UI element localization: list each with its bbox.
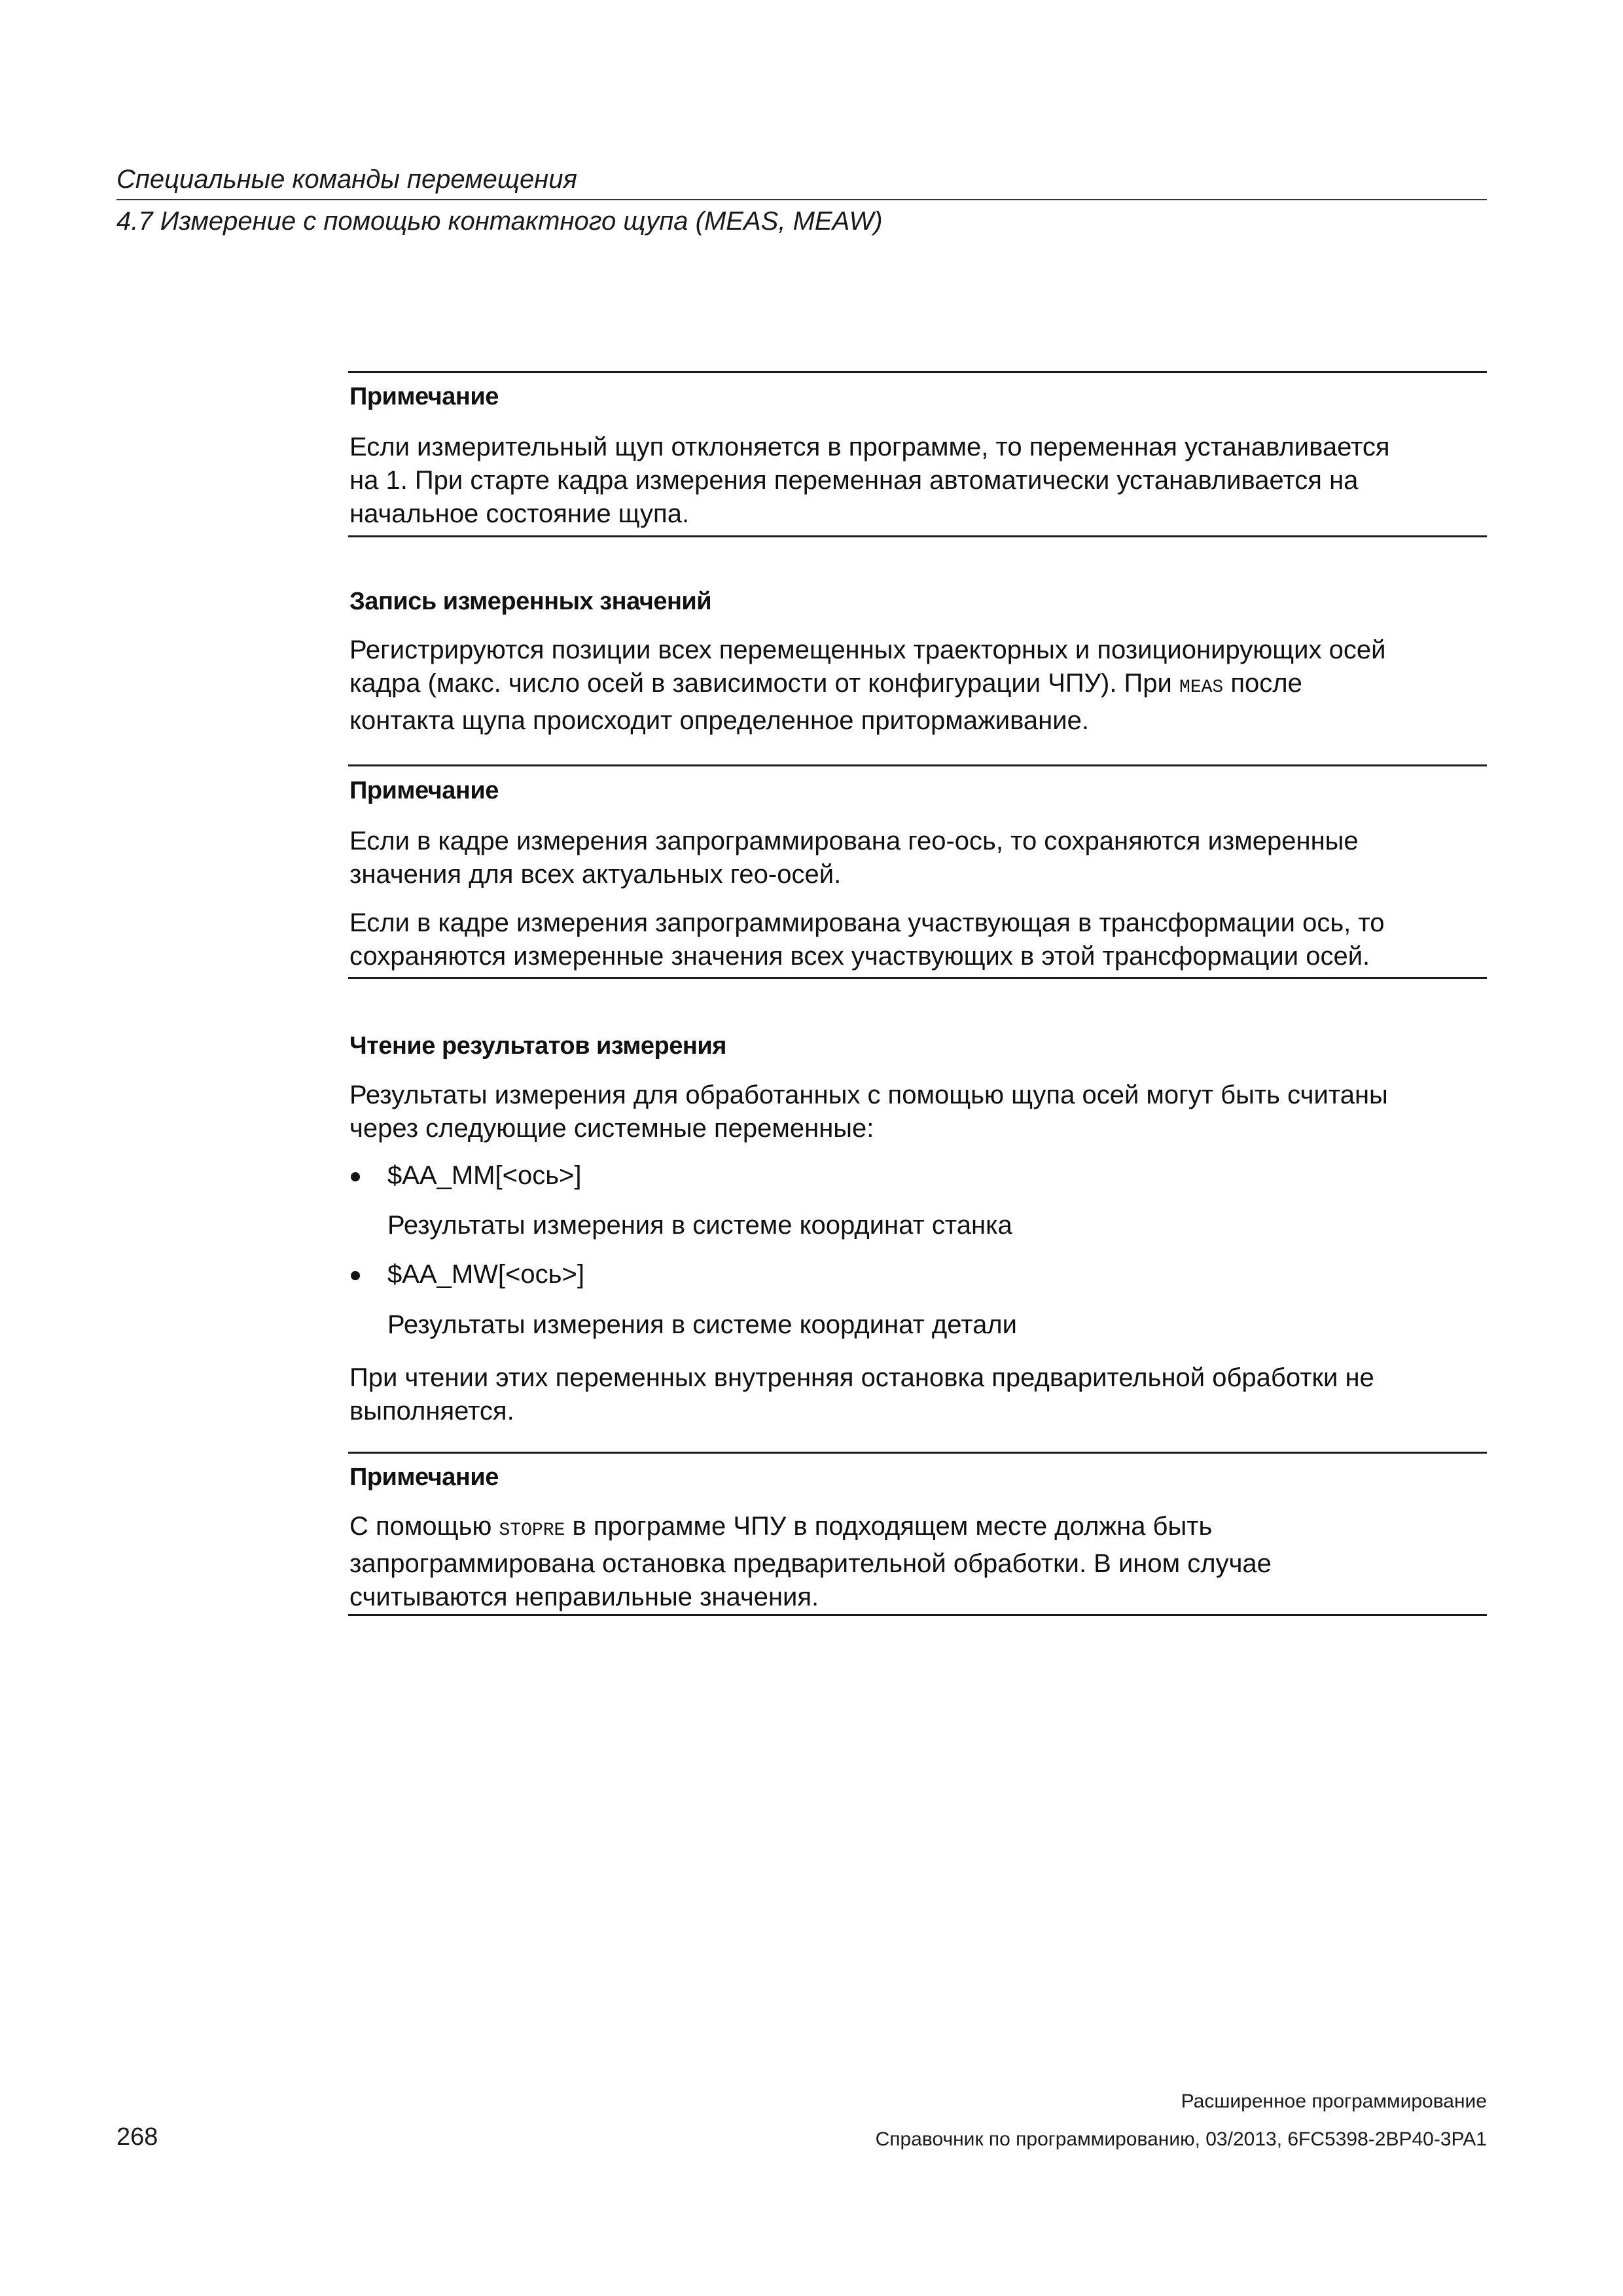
note1-line: на 1. При старте кадра измерения переменная автоматически устанавливается на xyxy=(349,466,1359,495)
section-record-text xyxy=(349,634,1501,738)
section-read-line: через следующие системные переменные: xyxy=(349,1114,874,1143)
record-line2-tail: после xyxy=(1223,669,1302,698)
page-number: 268 xyxy=(116,2123,158,2151)
note3-line: запрограммирована остановка предварительной обработки. В ином случае xyxy=(349,1549,1272,1578)
note3-title: Примечание xyxy=(349,1463,499,1491)
note3-line1-text: С помощью xyxy=(349,1512,499,1541)
note3-top-rule xyxy=(348,1452,1487,1454)
variable-aa-mw: $AA_MW[<ось>] xyxy=(387,1260,584,1289)
bullet-icon xyxy=(351,1172,360,1181)
footer-book-info: Справочник по программированию, 03/2013, 6FC5398-2BP40-3PA1 xyxy=(875,2128,1487,2150)
section-record-title: Запись измеренных значений xyxy=(349,588,712,615)
code-stopre: STOPRE xyxy=(499,1520,565,1541)
footer-book-title: Расширенное программирование xyxy=(1181,2090,1487,2112)
note3-bottom-rule xyxy=(348,1614,1487,1616)
variable-aa-mm: $AA_MM[<ось>] xyxy=(387,1161,582,1190)
note2-bottom-rule xyxy=(348,977,1487,979)
bullet-icon xyxy=(351,1271,360,1280)
note3-text xyxy=(349,1510,1501,1614)
note2-line: Если в кадре измерения запрограммирована участвующая в трансформации ось, то xyxy=(349,908,1385,937)
note1-text xyxy=(349,431,1501,531)
note2-line: сохраняются измеренные значения всех участвующих в этой трансформации осей. xyxy=(349,942,1370,971)
header-section: 4.7 Измерение с помощью контактного щупа (MEAS, MEAW) xyxy=(116,207,883,236)
record-line2-text: кадра (макс. число осей в зависимости от конфигурации ЧПУ). При xyxy=(349,669,1180,698)
note3-line: считываются неправильные значения. xyxy=(349,1583,819,1611)
section-read-line: выполняется. xyxy=(349,1397,514,1426)
section-read-title: Чтение результатов измерения xyxy=(349,1032,726,1060)
section-read-line: При чтении этих переменных внутренняя остановка предварительной обработки не xyxy=(349,1363,1374,1392)
section-record-line: Регистрируются позиции всех перемещенных траекторных и позиционирующих осей xyxy=(349,636,1386,664)
section-read-closing xyxy=(349,1361,1501,1428)
section-record-line xyxy=(349,667,1501,704)
note1-title: Примечание xyxy=(349,383,499,410)
header-chapter: Специальные команды перемещения xyxy=(116,165,577,194)
header-divider xyxy=(116,199,1487,200)
code-meas: MEAS xyxy=(1179,677,1224,698)
note2-title: Примечание xyxy=(349,777,499,804)
note3-line xyxy=(349,1510,1501,1547)
note1-line: Если измерительный щуп отклоняется в программе, то переменная устанавливается xyxy=(349,433,1390,461)
variable-aa-mw-description: Результаты измерения в системе координат детали xyxy=(387,1310,1017,1339)
note2-paragraph-1 xyxy=(349,825,1501,891)
note1-line: начальное состояние щупа. xyxy=(349,499,690,528)
section-read-line: Результаты измерения для обработанных с помощью щупа осей могут быть считаны xyxy=(349,1081,1388,1109)
note2-paragraph-2 xyxy=(349,906,1501,973)
section-record-line: контакта щупа происходит определенное притормаживание. xyxy=(349,706,1089,735)
note1-top-rule xyxy=(348,371,1487,373)
variable-aa-mm-description: Результаты измерения в системе координат станка xyxy=(387,1211,1012,1240)
section-read-intro xyxy=(349,1079,1501,1145)
note2-top-rule xyxy=(348,764,1487,766)
note3-line1-tail: в программе ЧПУ в подходящем месте должна быть xyxy=(565,1512,1213,1541)
note1-bottom-rule xyxy=(348,535,1487,537)
note2-line: значения для всех актуальных гео-осей. xyxy=(349,860,842,889)
note2-line: Если в кадре измерения запрограммирована гео-ось, то сохраняются измеренные xyxy=(349,827,1359,855)
